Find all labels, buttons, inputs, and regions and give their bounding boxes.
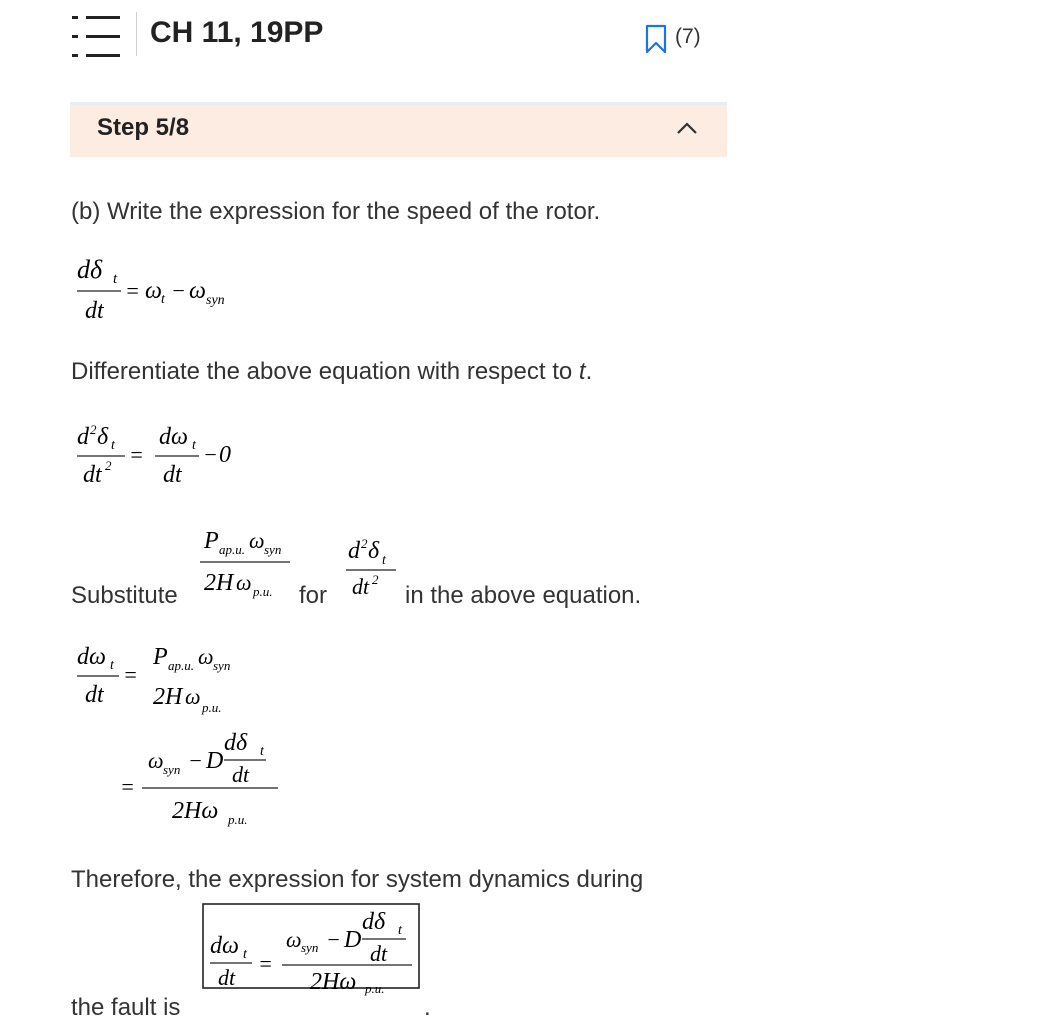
svg-text:syn: syn <box>264 542 282 557</box>
svg-text:ω: ω <box>286 927 302 952</box>
svg-text:2: 2 <box>90 422 97 437</box>
svg-text:t: t <box>260 744 264 759</box>
svg-text:dω: dω <box>159 424 188 450</box>
svg-text:P: P <box>204 528 219 554</box>
svg-text:syn: syn <box>213 658 231 673</box>
list-menu-icon[interactable] <box>72 14 120 65</box>
svg-text:p.u.: p.u. <box>253 584 273 599</box>
therefore-text: Therefore, the expression for system dynamics during <box>71 866 644 893</box>
svg-text:=: = <box>123 662 138 687</box>
svg-text:p.u.: p.u. <box>365 981 385 996</box>
svg-text:−: − <box>171 278 186 303</box>
svg-text:P: P <box>153 644 168 670</box>
fault-text: the fault is <box>71 994 181 1021</box>
equation-omega-damping <box>120 722 300 837</box>
substitute-word: Substitute <box>71 582 178 609</box>
svg-text:ω: ω <box>249 528 265 553</box>
svg-text:dδ: dδ <box>77 255 103 284</box>
svg-text:d: d <box>348 538 360 564</box>
svg-text:syn: syn <box>163 762 181 777</box>
substitute-expression <box>198 524 298 609</box>
differentiate-text <box>71 358 592 386</box>
differentiate-var: t <box>578 358 586 385</box>
equation-omega-derivative <box>75 640 275 725</box>
svg-text:0: 0 <box>219 442 231 468</box>
svg-text:−: − <box>326 927 341 952</box>
svg-text:2Hω: 2Hω <box>310 969 357 995</box>
svg-text:dδ: dδ <box>224 730 248 756</box>
svg-text:2Hω: 2Hω <box>172 798 219 824</box>
svg-text:δ: δ <box>368 538 380 564</box>
svg-text:2H: 2H <box>153 684 183 710</box>
svg-text:dt: dt <box>163 462 182 488</box>
svg-text:dω: dω <box>77 644 106 670</box>
svg-text:−: − <box>188 748 203 773</box>
svg-text:δ: δ <box>97 424 109 450</box>
equation-speed <box>75 256 245 331</box>
svg-text:t: t <box>111 438 115 453</box>
svg-text:dt: dt <box>85 682 104 708</box>
svg-text:t: t <box>243 947 247 962</box>
svg-text:2: 2 <box>361 536 368 551</box>
substitute-target <box>346 534 406 609</box>
svg-text:ω: ω <box>236 570 252 595</box>
svg-text:t: t <box>192 438 196 453</box>
svg-text:ap.u.: ap.u. <box>168 658 194 673</box>
svg-text:t: t <box>382 553 386 568</box>
svg-text:dt: dt <box>218 965 236 990</box>
svg-text:D: D <box>206 748 224 774</box>
svg-text:ω: ω <box>189 278 206 304</box>
svg-text:2: 2 <box>105 458 112 473</box>
svg-text:p.u.: p.u. <box>228 812 248 827</box>
for-word: for <box>299 582 328 609</box>
svg-text:t: t <box>398 923 402 938</box>
svg-text:ap.u.: ap.u. <box>219 542 245 557</box>
svg-text:syn: syn <box>301 940 319 955</box>
svg-text:ω: ω <box>198 644 214 669</box>
svg-text:ω: ω <box>148 748 164 773</box>
page-title: CH 11, 19PP <box>150 16 324 49</box>
bookmark-count: (7) <box>675 25 701 48</box>
svg-text:−: − <box>203 442 218 467</box>
svg-text:d: d <box>77 424 89 450</box>
svg-text:=: = <box>129 442 144 467</box>
substitute-tail: in the above equation. <box>405 582 642 609</box>
svg-text:dω: dω <box>210 933 239 959</box>
equation-second-derivative <box>75 420 265 497</box>
header-bar <box>0 0 1044 80</box>
svg-text:=: = <box>120 774 135 799</box>
step-header[interactable] <box>70 102 727 157</box>
svg-text:2H: 2H <box>204 570 234 596</box>
svg-text:p.u.: p.u. <box>202 700 222 715</box>
svg-text:t: t <box>110 658 114 673</box>
svg-text:ω: ω <box>145 278 162 304</box>
svg-text:t: t <box>161 292 165 307</box>
svg-text:2: 2 <box>372 572 379 587</box>
boxed-result <box>202 903 424 998</box>
svg-text:dt: dt <box>85 298 104 324</box>
svg-text:syn: syn <box>206 293 225 308</box>
svg-text:t: t <box>113 271 118 287</box>
svg-text:=: = <box>125 278 140 303</box>
svg-text:=: = <box>258 951 273 976</box>
header-divider <box>136 12 137 56</box>
step-label: Step 5/8 <box>97 114 190 141</box>
svg-text:dt: dt <box>370 941 388 966</box>
bookmark-icon[interactable] <box>645 24 667 59</box>
part-b-text: (b) Write the expression for the speed of the rotor. <box>71 198 601 225</box>
final-period: . <box>424 994 431 1021</box>
svg-text:D: D <box>344 927 362 953</box>
svg-text:ω: ω <box>185 684 201 709</box>
chevron-up-icon[interactable] <box>676 121 698 140</box>
svg-text:dt: dt <box>352 574 370 599</box>
svg-text:dδ: dδ <box>362 909 386 935</box>
differentiate-suffix: . <box>585 358 593 385</box>
svg-text:dt: dt <box>232 762 250 787</box>
differentiate-prefix: Differentiate the above equation with respect to <box>71 358 579 385</box>
svg-text:dt: dt <box>83 462 102 488</box>
